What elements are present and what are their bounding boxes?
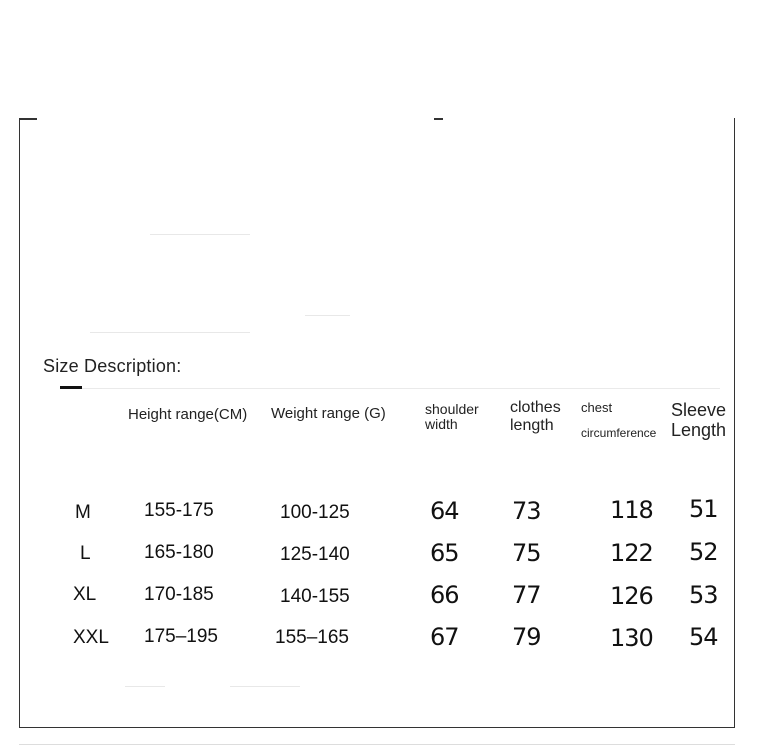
header-clothes-length: clothes length [510,399,561,434]
row-clothes: 73 [512,497,541,525]
row-chest: 118 [610,496,653,524]
row-chest: 122 [610,539,653,567]
header-sleeve-length: Sleeve Length [671,400,727,440]
row-sleeve: 52 [689,538,718,566]
row-sleeve: 53 [689,581,718,609]
row-size: XXL [73,627,109,648]
row-size: L [80,543,91,564]
faint-mark [90,332,250,333]
row-shoulder: 67 [430,623,459,651]
row-shoulder: 64 [430,497,459,525]
title-rule [60,388,720,389]
row-shoulder: 65 [430,539,459,567]
header-height-range: Height range(CM) [128,406,248,423]
row-shoulder: 66 [430,581,459,609]
row-height: 165-180 [144,542,214,563]
faint-mark [230,686,300,687]
row-size: M [75,502,91,523]
row-weight: 155–165 [275,627,349,648]
faint-mark [125,686,165,687]
header-shoulder-width: shoulder width [425,401,479,433]
faint-mark [150,234,250,235]
row-weight: 100-125 [280,502,350,523]
bottom-divider [19,744,735,745]
row-weight: 140-155 [280,586,350,607]
row-height: 175–195 [144,626,218,647]
frame-top-left-tick [19,118,37,120]
header-weight-range: Weight range (G) [271,405,386,422]
row-clothes: 79 [512,623,541,651]
row-weight: 125-140 [280,544,350,565]
row-size: XL [73,584,97,605]
row-chest: 126 [610,582,653,610]
frame-top-mid-tick [434,118,443,120]
row-height: 155-175 [144,500,214,521]
row-chest: 130 [610,624,653,652]
header-circumference: circumference [581,426,657,440]
row-clothes: 77 [512,581,541,609]
header-chest: chest [581,400,613,415]
row-clothes: 75 [512,539,541,567]
section-title: Size Description: [43,356,182,376]
row-sleeve: 51 [689,495,718,523]
faint-mark [305,315,350,316]
title-accent-bar [60,386,82,389]
row-height: 170-185 [144,584,214,605]
row-sleeve: 54 [689,623,718,651]
